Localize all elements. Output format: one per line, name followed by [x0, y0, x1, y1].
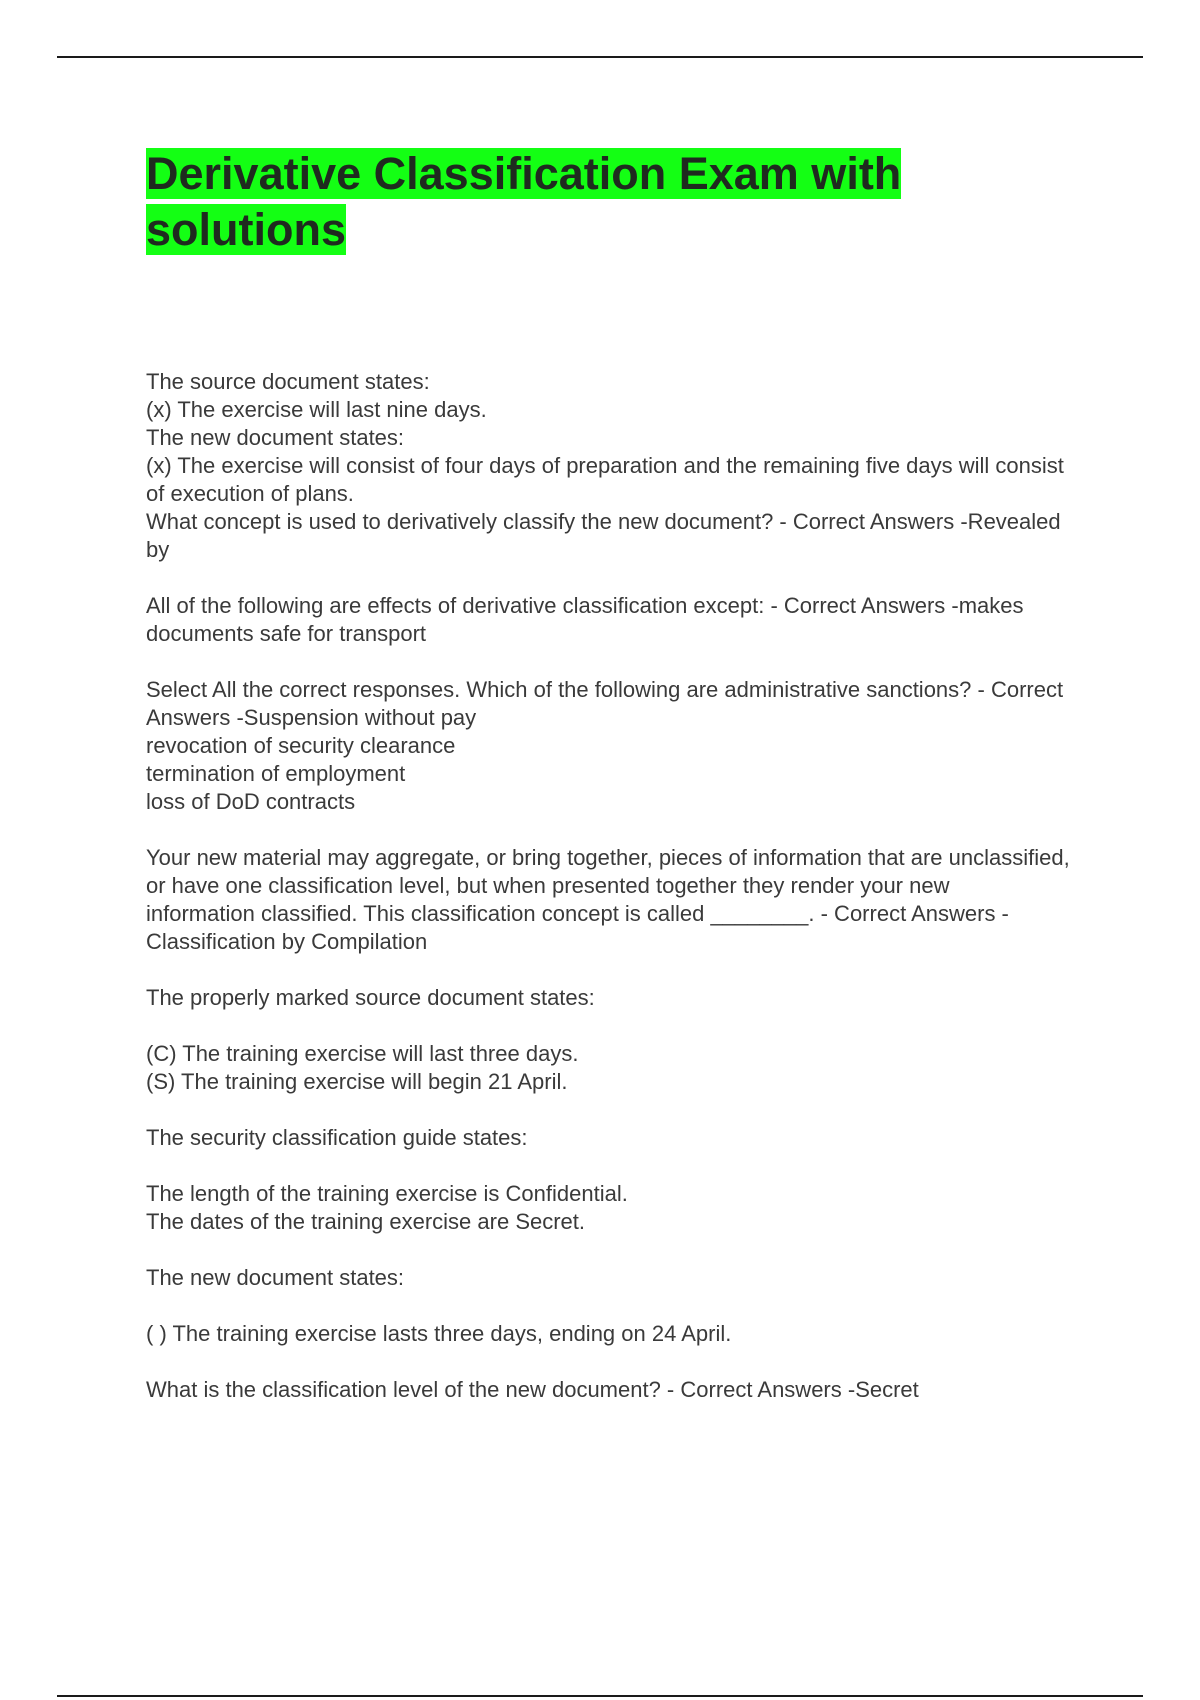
text-line: The dates of the training exercise are Secret. — [146, 1209, 586, 1234]
qa-block — [146, 592, 1086, 648]
qa-block — [146, 1124, 1086, 1152]
qa-block — [146, 1180, 1086, 1236]
text-line: (S) The training exercise will begin 21 April. — [146, 1069, 568, 1094]
text-line: The new document states: — [146, 425, 405, 450]
qa-block — [146, 1040, 1086, 1096]
text-line: All of the following are effects of derivative classification except: - Correct Answers -makes documents safe for transport — [146, 593, 1024, 646]
qa-block — [146, 984, 1086, 1012]
document-title — [146, 146, 1086, 258]
text-line: (x) The exercise will last nine days. — [146, 397, 487, 422]
text-line: termination of employment — [146, 761, 406, 786]
title-highlight-line-1: Derivative Classification Exam with — [146, 148, 902, 199]
text-line: The properly marked source document states: — [146, 985, 595, 1010]
text-line: Select All the correct responses. Which of the following are administrative sanctions? - Correct Answers -Suspension without pay — [146, 677, 1064, 730]
qa-block — [146, 1376, 1086, 1404]
top-divider — [57, 56, 1143, 58]
bottom-divider — [57, 1695, 1143, 1697]
text-line: The new document states: — [146, 1265, 405, 1290]
document-page — [146, 146, 1086, 1432]
text-line: ( ) The training exercise lasts three days, ending on 24 April. — [146, 1321, 732, 1346]
qa-block — [146, 844, 1086, 956]
text-line: (x) The exercise will consist of four days of preparation and the remaining five days will consist of execution of plans. — [146, 453, 1064, 506]
text-line: revocation of security clearance — [146, 733, 456, 758]
qa-block — [146, 1320, 1086, 1348]
text-line: information classified. This classification concept is called ________. - Correct Answers -Classification by Compilation — [146, 901, 1009, 954]
text-line: (C) The training exercise will last three days. — [146, 1041, 579, 1066]
question-answer-list — [146, 368, 1086, 1404]
text-line: What is the classification level of the new document? - Correct Answers -Secret — [146, 1377, 919, 1402]
text-line: The security classification guide states: — [146, 1125, 528, 1150]
text-line: What concept is used to derivatively classify the new document? - Correct Answers -Revealed by — [146, 509, 1061, 562]
title-highlight-line-2: solutions — [146, 204, 346, 255]
qa-block — [146, 368, 1086, 564]
text-line: loss of DoD contracts — [146, 789, 356, 814]
qa-block — [146, 676, 1086, 816]
text-line: The source document states: — [146, 369, 430, 394]
text-line: The length of the training exercise is Confidential. — [146, 1181, 628, 1206]
text-line: Your new material may aggregate, or bring together, pieces of information that are unclassified, or have one classification level, but when presented together they render your new — [146, 845, 1070, 898]
qa-block — [146, 1264, 1086, 1292]
